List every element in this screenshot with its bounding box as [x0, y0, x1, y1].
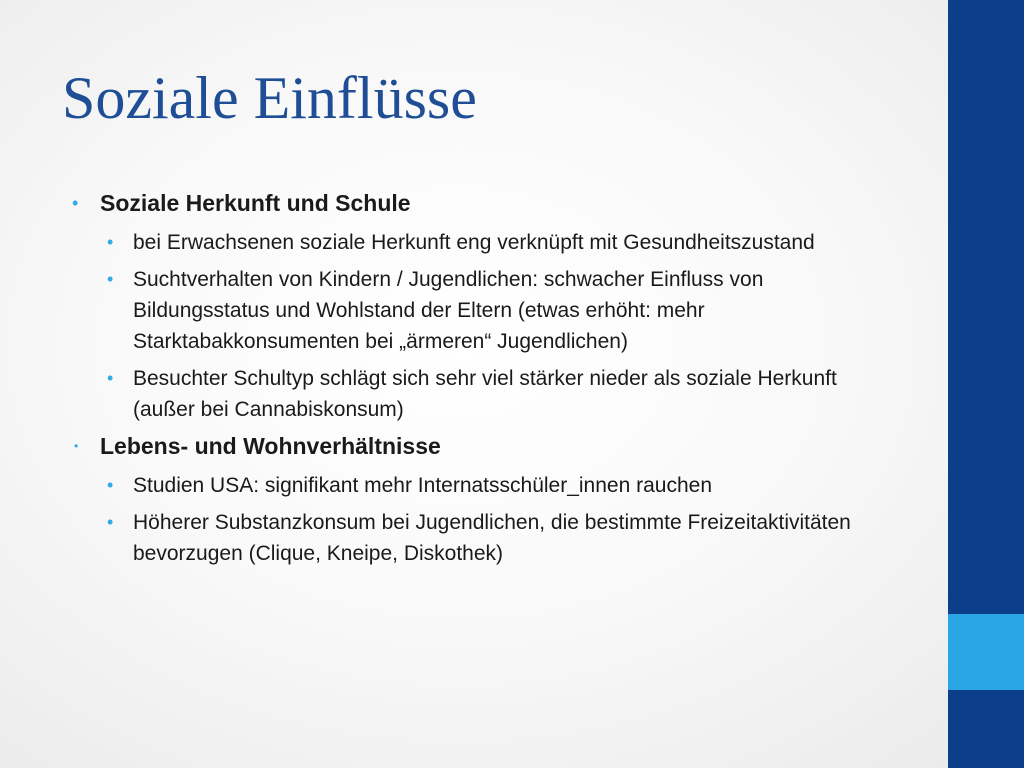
list-item [70, 264, 900, 357]
bullet-dot-icon: • [74, 439, 79, 453]
section-heading: Soziale Herkunft und Schule [100, 190, 411, 216]
list-item-text: bei Erwachsenen soziale Herkunft eng verknüpft mit Gesundheitszustand [133, 231, 815, 254]
slide-title: Soziale Einflüsse [62, 65, 477, 131]
bullet-section-1 [70, 188, 900, 218]
list-item-text: Höherer Substanzkonsum bei Jugendlichen, die bestimmte Freizeitaktivitäten bevorzugen (Clique, Kneipe, Diskothek) [133, 511, 851, 565]
bullet-dot-icon: • [107, 232, 114, 252]
bullet-dot-icon: • [72, 193, 79, 213]
list-item [70, 227, 900, 258]
sidebar-accent-square [948, 614, 1024, 690]
list-item-text: Besuchter Schultyp schlägt sich sehr viel stärker nieder als soziale Herkunft (außer bei Cannabiskonsum) [133, 367, 837, 421]
bullet-dot-icon: • [107, 512, 114, 532]
list-item [70, 470, 900, 501]
bullet-section-2 [70, 431, 900, 461]
list-item-text: Studien USA: signifikant mehr Internatsschüler_innen rauchen [133, 474, 712, 497]
list-item [70, 507, 900, 569]
slide-body [70, 188, 900, 575]
bullet-dot-icon: • [107, 475, 114, 495]
list-item [70, 363, 900, 425]
list-item-text: Suchtverhalten von Kindern / Jugendlichen: schwacher Einfluss von Bildungsstatus und Wohlstand der Eltern (etwas erhöht: mehr Starktabakkonsumenten bei „ärmeren“ Jugendlichen) [133, 268, 764, 353]
section-heading: Lebens- und Wohnverhältnisse [100, 433, 441, 459]
bullet-dot-icon: • [107, 368, 114, 388]
bullet-dot-icon: • [107, 269, 114, 289]
